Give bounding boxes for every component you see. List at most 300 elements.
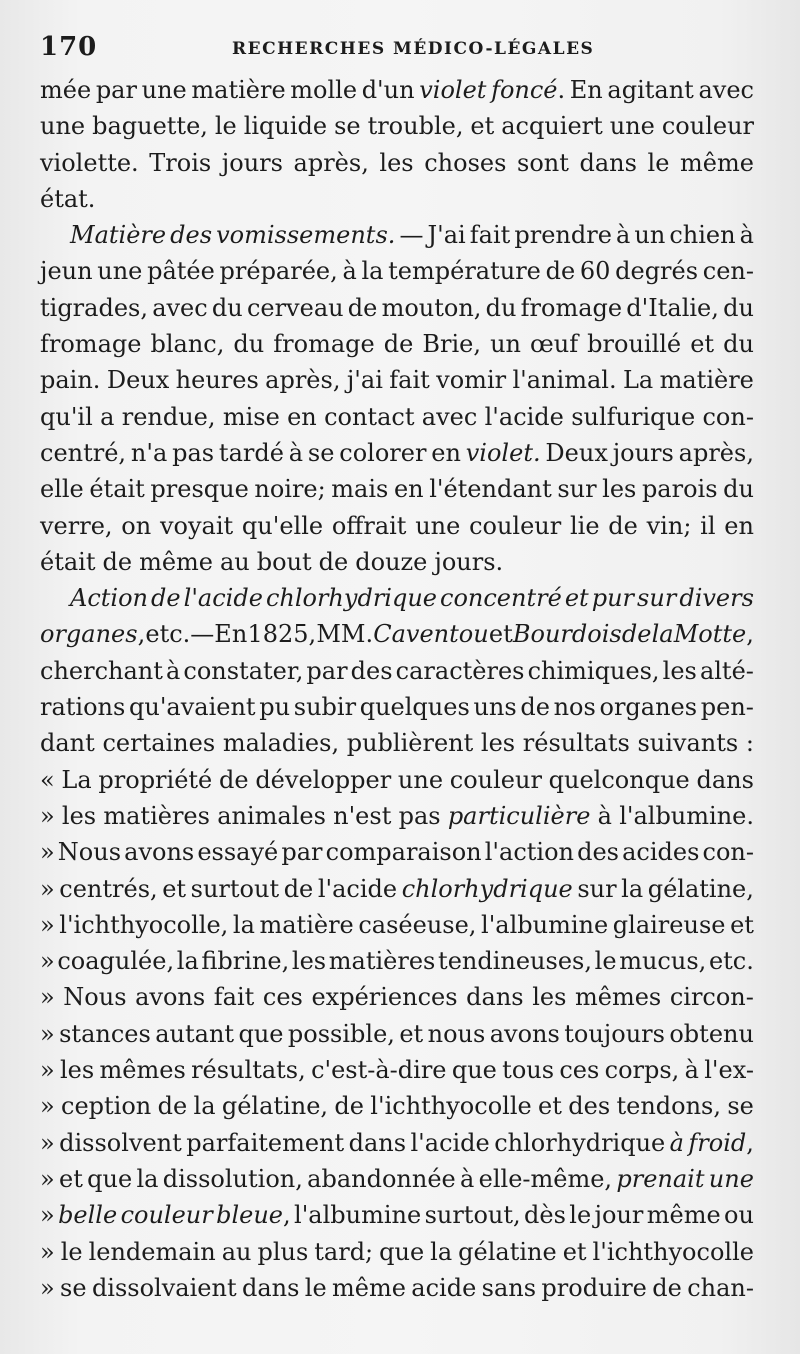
word: cerveau (246, 293, 344, 322)
word: degrés (615, 257, 699, 286)
word: sur (557, 475, 597, 504)
word: Brie, (422, 330, 482, 359)
word: produire (541, 1273, 647, 1302)
word: au (221, 1237, 252, 1266)
word: certaines (102, 729, 216, 758)
word: dans (696, 765, 754, 794)
text-line (40, 108, 754, 144)
word: la (232, 910, 255, 939)
word: et (488, 620, 513, 649)
word: » (40, 874, 55, 903)
word: glaireuse (612, 910, 726, 939)
word: et (690, 330, 715, 359)
word: avec (152, 293, 208, 322)
word: fait (389, 366, 430, 395)
word: dant (40, 729, 95, 758)
word: nos (553, 693, 596, 722)
word: les (662, 656, 697, 685)
word: Action (70, 584, 148, 613)
text-line (40, 725, 754, 761)
word: » (40, 1128, 55, 1157)
word: con- (702, 402, 754, 431)
word: liquide (243, 112, 328, 141)
word: En (569, 76, 603, 104)
word: » (40, 1273, 55, 1302)
word: à (615, 221, 631, 250)
word: con- (702, 838, 754, 867)
word: des (350, 656, 393, 685)
word: le (60, 1237, 83, 1266)
word: que (87, 1164, 133, 1193)
word: pas (398, 801, 441, 830)
word: le (304, 1273, 327, 1302)
word: rendue, (121, 402, 216, 431)
word: » (40, 983, 55, 1012)
word: les (480, 729, 516, 758)
word: une (397, 765, 444, 794)
word: surtout (190, 874, 280, 903)
word: développer (255, 765, 392, 794)
text-line (40, 1270, 754, 1306)
text-line (40, 181, 754, 217)
word: tendons, (616, 1092, 722, 1121)
word: l'albumine (294, 1201, 422, 1230)
word: préparée, (219, 257, 338, 286)
word: jour (594, 1201, 644, 1230)
text-line (40, 544, 754, 580)
word: résultats, (191, 1056, 306, 1085)
word: a (100, 402, 115, 431)
word: une (97, 257, 143, 286)
word: fromage (40, 330, 142, 359)
word: corps, (604, 1056, 680, 1085)
word: chien (669, 221, 736, 250)
word: brouillé (587, 330, 682, 359)
word: matière (659, 366, 754, 395)
word: même (139, 547, 213, 576)
word: la (193, 1092, 216, 1121)
word: violet. (465, 438, 541, 467)
word: mêmes (99, 1056, 186, 1085)
word: » (40, 1237, 55, 1266)
word: choses (424, 148, 507, 177)
word: se (307, 438, 335, 467)
word: de (334, 1092, 364, 1121)
word: jeun (40, 257, 93, 286)
word: violette. (40, 148, 139, 177)
word: du (723, 330, 754, 359)
word: le (647, 148, 670, 177)
word: résultats (522, 729, 630, 758)
word: une (415, 511, 461, 540)
word: et (564, 584, 589, 613)
word: J'ai (427, 221, 466, 250)
word: Matière (70, 221, 167, 250)
word: de (151, 584, 181, 613)
word: on (121, 511, 152, 540)
word: une (40, 112, 86, 141)
word: température (388, 257, 541, 286)
word: œuf (530, 330, 579, 359)
word: fait (469, 221, 511, 250)
text-line (40, 1052, 754, 1088)
word: prendre (514, 221, 612, 250)
word: à (288, 438, 304, 467)
text-line (40, 871, 754, 907)
word: du (723, 475, 754, 504)
word: de (219, 765, 249, 794)
text-line (40, 834, 754, 870)
word: sur (577, 874, 617, 903)
word: le (594, 947, 617, 976)
word: dans (241, 1273, 300, 1302)
word: obtenu (669, 1019, 754, 1048)
word: pâtée (147, 257, 215, 286)
word: toujours (564, 1019, 665, 1048)
word: une (609, 112, 655, 141)
word: Deux (545, 438, 608, 467)
word: l'acide (484, 402, 564, 431)
running-head: RECHERCHES MÉDICO-LÉGALES (232, 39, 595, 59)
word: du (211, 293, 243, 322)
word: vin; (646, 511, 692, 540)
word: rations (40, 693, 126, 722)
word: de (652, 1273, 682, 1302)
text-line (40, 362, 754, 398)
word: fait (213, 983, 255, 1012)
word: La (622, 366, 654, 395)
word: centrés, (59, 874, 158, 903)
word: heures (175, 366, 259, 395)
word: le (569, 1201, 592, 1230)
word: ou (724, 1201, 754, 1230)
word: froid, (688, 1128, 754, 1157)
word: n'a (130, 438, 168, 467)
word: la (136, 1164, 159, 1193)
word: organes, (40, 620, 146, 649)
word: acides (622, 838, 700, 867)
word: tardé (218, 438, 284, 467)
word: c'est-à-dire (311, 1056, 447, 1085)
word: caractères (395, 656, 525, 685)
word: Deux (106, 366, 170, 395)
word: subir (293, 693, 357, 722)
word: elle (40, 475, 84, 504)
word: qu'elle (241, 511, 324, 540)
word: même (646, 1201, 721, 1230)
word: que (379, 1237, 425, 1266)
text-line (40, 326, 754, 362)
word: le (214, 112, 237, 141)
word: propriété (98, 765, 213, 794)
word: sans (481, 1273, 537, 1302)
word: qu'il (40, 402, 93, 431)
word: acide (411, 1273, 477, 1302)
word: — (399, 221, 424, 250)
word: en (724, 511, 754, 540)
word: dans (466, 983, 524, 1012)
word: des (568, 1092, 611, 1121)
word: des (170, 221, 213, 250)
word: Bourdois (512, 620, 622, 649)
word: l'acide (410, 1128, 490, 1157)
word: se (60, 1273, 87, 1302)
text-line (40, 217, 754, 253)
word: la (176, 947, 199, 976)
text-line (40, 580, 754, 616)
word: chlorhydrique (401, 874, 573, 903)
word: pu (259, 693, 291, 722)
word: violet (419, 76, 487, 104)
word: avons (489, 1019, 560, 1048)
text-line (40, 762, 754, 798)
word: mêmes (574, 983, 662, 1012)
word: qu'avaient (129, 693, 256, 722)
word: quelques (359, 693, 470, 722)
word: par (281, 838, 323, 867)
word: tous (502, 1056, 555, 1085)
word: de (283, 874, 314, 903)
word: couleur (469, 511, 562, 540)
word: » (40, 1019, 55, 1048)
word: pain. (40, 366, 101, 395)
word: coagulée, (57, 947, 175, 976)
word: agitant (607, 76, 694, 104)
word: lie (569, 511, 600, 540)
word: lendemain (88, 1237, 216, 1266)
word: par (95, 76, 137, 104)
word: acquiert (501, 112, 603, 141)
word: état. (40, 184, 96, 213)
text-line (40, 798, 754, 834)
word: etc.—En (145, 620, 248, 649)
word: fromage (273, 330, 375, 359)
word: autant (155, 1019, 235, 1048)
word: j'ai (346, 366, 383, 395)
word: gélatine (458, 1237, 557, 1266)
word: de (318, 547, 349, 576)
word: un (634, 221, 666, 250)
word: 1825, (247, 620, 317, 649)
word: suivants (637, 729, 739, 758)
word: baguette, (92, 112, 208, 141)
word: colorer (339, 438, 427, 467)
word: chan- (687, 1273, 754, 1302)
word: l'albumine (481, 910, 609, 939)
word: comparaison (325, 838, 482, 867)
text-line (40, 689, 754, 725)
word: du (233, 330, 265, 359)
word: verre, (40, 511, 113, 540)
word: avons (124, 838, 195, 867)
word: constater, (183, 656, 304, 685)
word: à (342, 257, 357, 286)
word: d'un (361, 76, 415, 104)
word: publièrent (346, 729, 474, 758)
word: sulfurique (571, 402, 696, 431)
word: du (723, 293, 754, 322)
word: caséeuse, (358, 910, 477, 939)
word: de (157, 1092, 188, 1121)
word: un (490, 330, 521, 359)
word: mais (331, 475, 389, 504)
word: au (219, 547, 250, 576)
word: l'albumine. (619, 801, 754, 830)
word: MM. (316, 620, 374, 649)
word: prenait (616, 1164, 705, 1193)
word: chimiques, (527, 656, 660, 685)
word: bout (256, 547, 312, 576)
word: l'ichthyocolle, (59, 910, 229, 939)
word: centré, (40, 438, 127, 467)
word: stances (59, 1019, 151, 1048)
word: était (40, 547, 96, 576)
word: surtout, (424, 1201, 521, 1230)
word: les (61, 801, 97, 830)
word: dissolution, (162, 1164, 303, 1193)
word: foncé. (491, 76, 566, 104)
word: n'est (333, 801, 392, 830)
text-line (40, 943, 754, 979)
word: l'animal. (512, 366, 617, 395)
word: particulière (447, 801, 591, 830)
word: dans (579, 148, 637, 177)
word: divers (679, 584, 754, 613)
text-line (40, 653, 754, 689)
word: et (399, 1019, 424, 1048)
word: couleur (120, 1201, 213, 1230)
word: de (621, 620, 652, 649)
word: après, (293, 148, 369, 177)
word: une (708, 1164, 754, 1193)
word: La (61, 765, 92, 794)
word: que (451, 1056, 497, 1085)
word: à (460, 1164, 475, 1193)
word: mouton, (381, 293, 482, 322)
word: était (89, 475, 145, 504)
text-line (40, 1016, 754, 1052)
word: ces (559, 1056, 600, 1085)
word: » (40, 838, 55, 867)
word: de (102, 547, 133, 576)
word: se (727, 1092, 754, 1121)
word: Caventou (373, 620, 489, 649)
word: 60 (579, 257, 611, 286)
word: les (532, 983, 567, 1012)
word: l'acide (317, 874, 398, 903)
word: l'acide (183, 584, 263, 613)
word: nous (427, 1019, 486, 1048)
word: alté- (699, 656, 754, 685)
word: bleue, (216, 1201, 291, 1230)
word: jours. (434, 547, 504, 576)
word: possible, (287, 1019, 395, 1048)
word: la (361, 257, 384, 286)
word: uns (473, 693, 517, 722)
word: dans (348, 1128, 407, 1157)
word: sur (637, 584, 677, 613)
page-header (40, 32, 760, 64)
word: pen- (700, 693, 754, 722)
word: d'Italie, (626, 293, 719, 322)
word: et (538, 1092, 562, 1121)
word: chlorhydrique (265, 584, 437, 613)
word: et (470, 112, 495, 141)
word: tigrades, (40, 293, 148, 322)
word: les (602, 475, 637, 504)
word: de (520, 693, 550, 722)
word: que (238, 1019, 284, 1048)
word: voyait (159, 511, 234, 540)
word: pas (172, 438, 215, 467)
word: mucus, (619, 947, 707, 976)
word: les (379, 148, 414, 177)
text-line (40, 471, 754, 507)
word: une (141, 76, 187, 104)
word: à (739, 221, 754, 250)
word: parois (641, 475, 718, 504)
text-line (40, 1088, 754, 1124)
word: même (680, 148, 754, 177)
word: douze (355, 547, 428, 576)
word: et (162, 874, 187, 903)
word: cen- (702, 257, 754, 286)
word: couleur (661, 112, 754, 141)
text-line (40, 616, 754, 652)
word: » (40, 910, 55, 939)
word: organes (599, 693, 698, 722)
word: concentré (440, 584, 562, 613)
word: avons (135, 983, 206, 1012)
word: mée (40, 76, 92, 104)
word: belle (58, 1201, 118, 1230)
word: se (334, 112, 361, 141)
page-number: 170 (40, 32, 98, 62)
word: dès (524, 1201, 566, 1230)
word: de (347, 293, 378, 322)
word: » (40, 947, 55, 976)
word: circon- (669, 983, 754, 1012)
text-line (40, 907, 754, 943)
word: » (40, 1201, 55, 1230)
word: à (684, 1056, 699, 1085)
word: par (306, 656, 348, 685)
word: blanc, (150, 330, 225, 359)
word: des (577, 838, 619, 867)
word: matière (191, 76, 286, 104)
text-line (40, 399, 754, 435)
text-line (40, 508, 754, 544)
word: à (597, 801, 612, 830)
word: couleur (449, 765, 542, 794)
word: du (485, 293, 517, 322)
word: après, (678, 438, 754, 467)
text-line (40, 1234, 754, 1270)
body-text (40, 72, 754, 1306)
word: et (562, 1237, 587, 1266)
word: gélatine, (221, 1092, 329, 1121)
word: de (383, 330, 414, 359)
word: : (745, 729, 754, 758)
word: vomir (436, 366, 507, 395)
word: et (58, 1164, 83, 1193)
word: en (431, 438, 461, 467)
word: fibrine, (201, 947, 290, 976)
word: matières (103, 801, 210, 830)
word: contact (324, 402, 415, 431)
text-line (40, 290, 754, 326)
word: et (730, 910, 754, 939)
